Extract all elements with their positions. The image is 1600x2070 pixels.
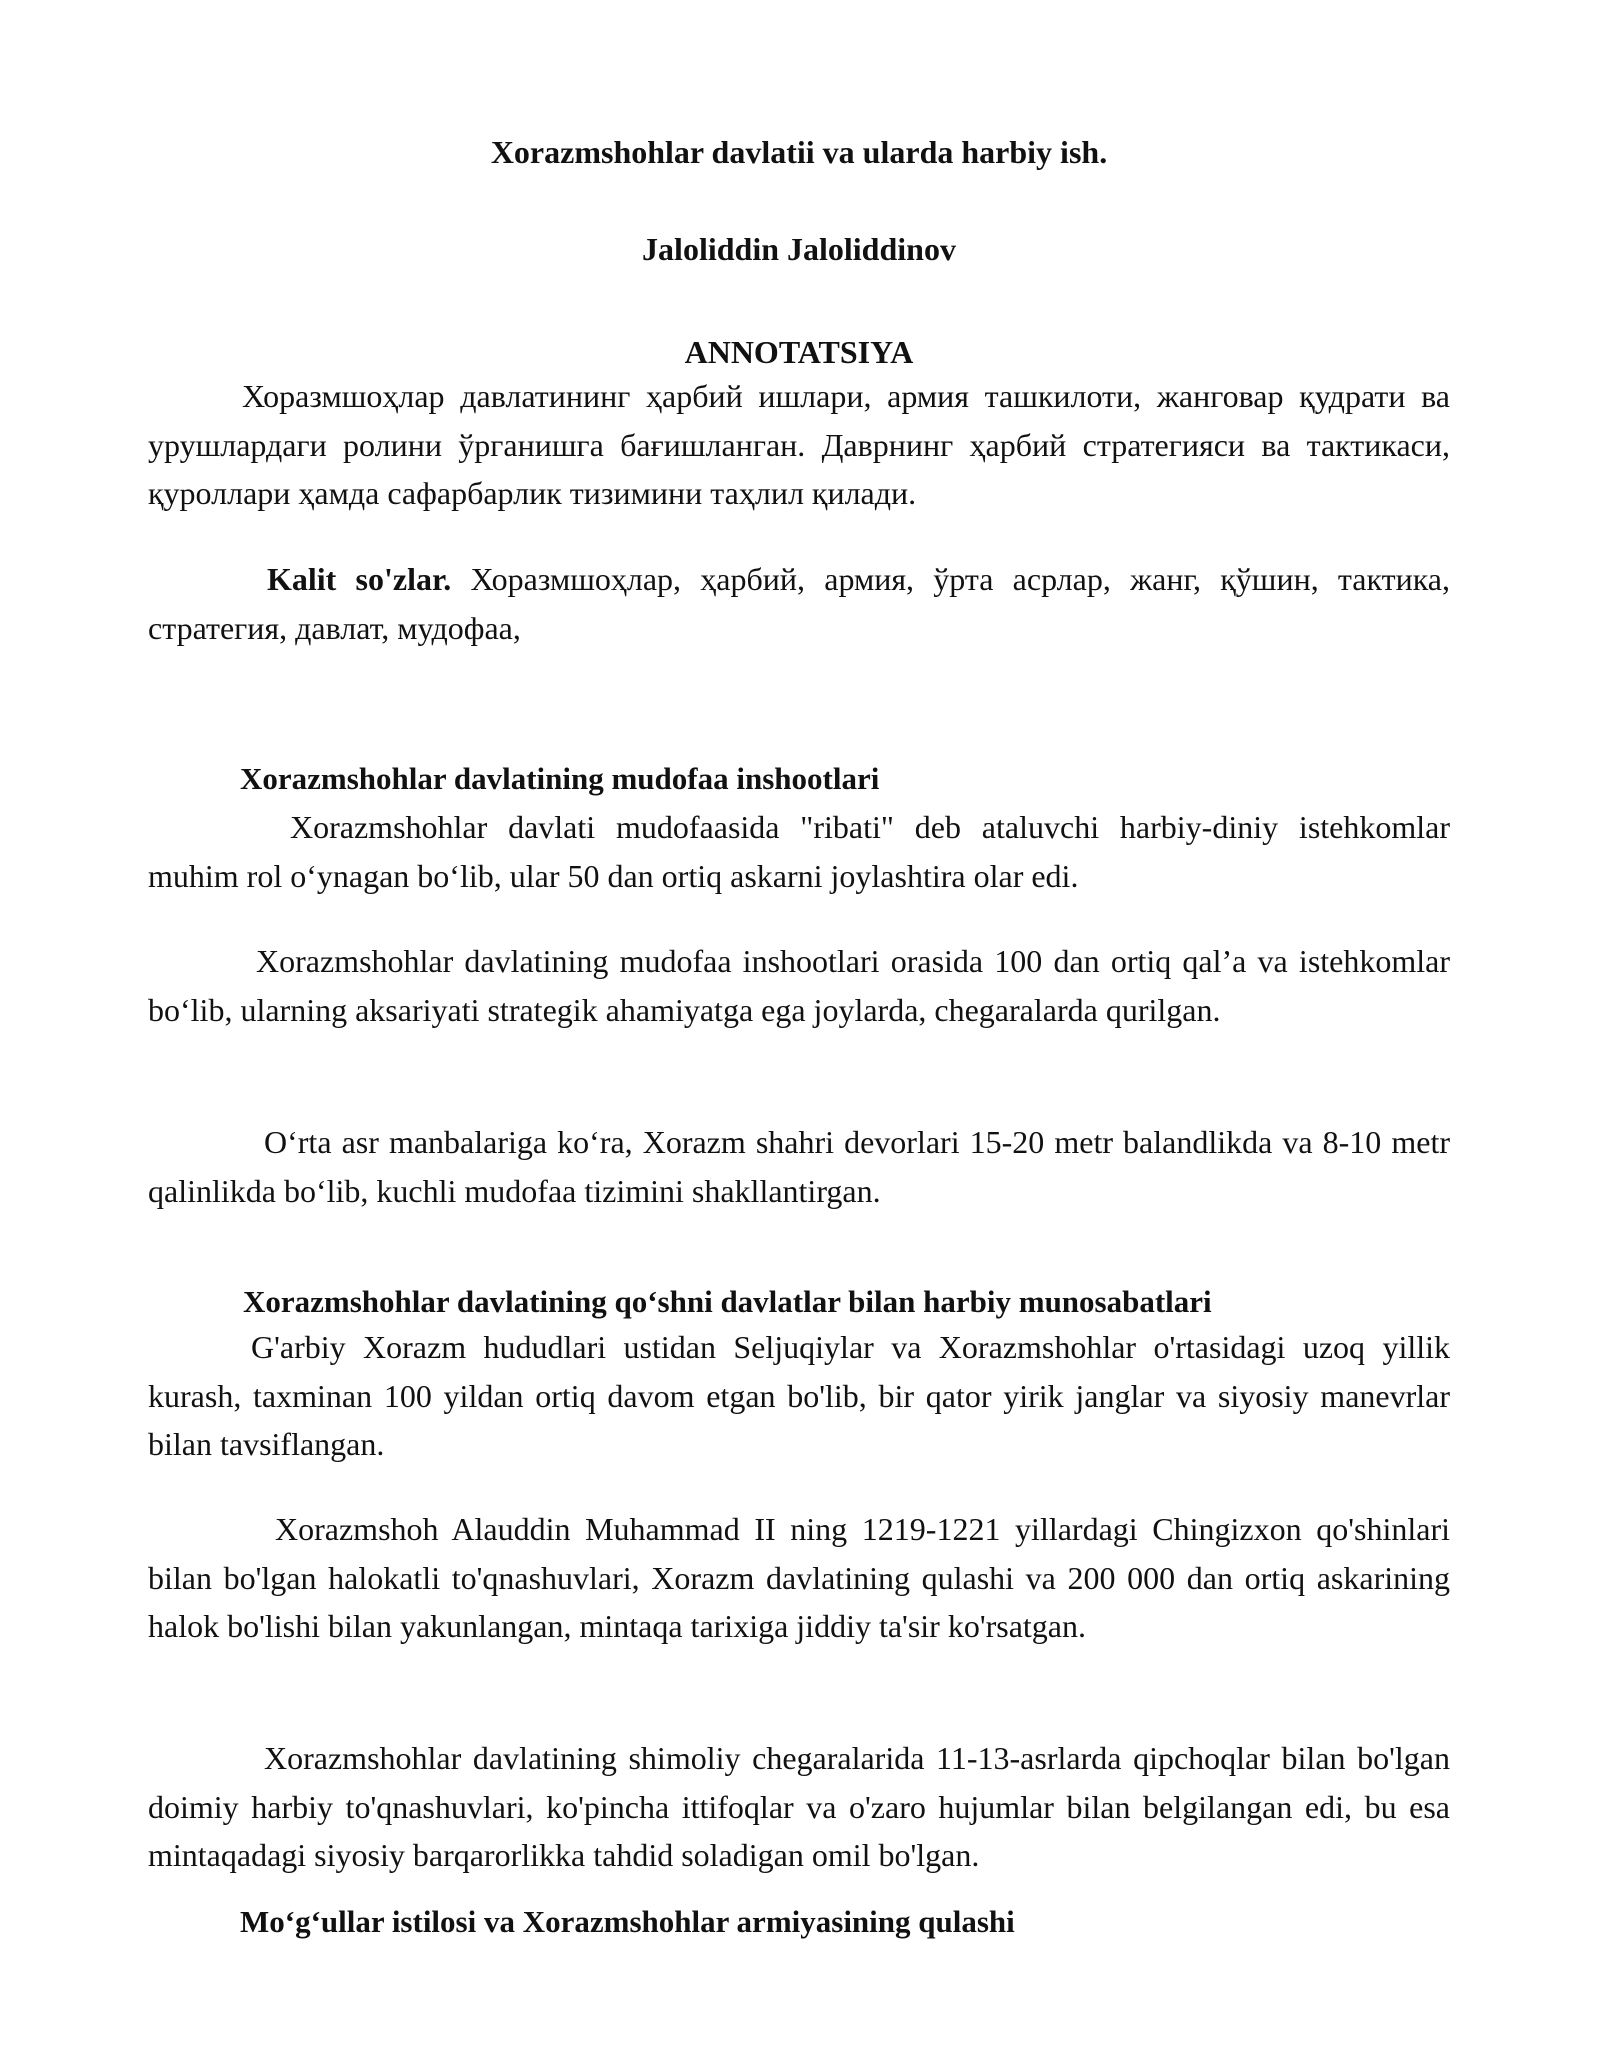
keywords-label: Kalit so'zlar.: [267, 561, 452, 597]
abstract-text: Хоразмшоҳлар давлатининг ҳарбий ишлари, армия ташкилоти, жанговар қудрати ва урушлардаги ролини ўрганишга бағишланган. Даврнинг ҳарбий стратегияси ва тактикаси, қуроллари ҳамда сафарбарлик тизимини таҳлил қилади.: [148, 378, 1450, 511]
section-heading: Xorazmshohlar davlatining qoʻshni davlatlar bilan harbiy munosabatlari: [243, 1284, 1212, 1319]
abstract-heading: ANNOTATSIYA: [684, 334, 914, 370]
section-paragraph: G'arbiy Xorazm hududlari ustidan Seljuqiylar va Xorazmshohlar o'rtasidagi uzoq yillik kurash, taxminan 100 yildan ortiq davom etgan bo'lib, bir qator yirik janglar va siyosiy manevrlar bilan tavsiflangan.: [148, 1329, 1450, 1462]
section-paragraph: Xorazmshohlar davlatining mudofaa inshootlari orasida 100 dan ortiq qalʼa va istehkomlar boʻlib, ularning aksariyati strategik ahamiyatga ega joylarda, chegaralarda qurilgan.: [148, 943, 1450, 1028]
document-title: Xorazmshohlar davlatii va ularda harbiy ish.: [490, 134, 1108, 170]
section-paragraph: Oʻrta asr manbalariga koʻra, Xorazm shahri devorlari 15-20 metr balandlikda va 8-10 metr qalinlikda boʻlib, kuchli mudofaa tizimini shakllantirgan.: [148, 1124, 1450, 1209]
section-heading: Moʻgʻullar istilosi va Xorazmshohlar armiyasining qulashi: [240, 1904, 1015, 1939]
keywords-paragraph: [148, 555, 1450, 652]
section-paragraph: Xorazmshohlar davlatining shimoliy chegaralarida 11-13-asrlarda qipchoqlar bilan bo'lgan doimiy harbiy to'qnashuvlari, ko'pincha ittifoqlar va o'zaro hujumlar bilan belgilangan edi, bu esa mintaqadagi siyosiy barqarorlikka tahdid soladigan omil bo'lgan.: [148, 1740, 1450, 1873]
section-paragraph: Xorazmshoh Alauddin Muhammad II ning 1219-1221 yillardagi Chingizxon qo'shinlari bilan bo'lgan halokatli to'qnashuvlari, Xorazm davlatining qulashi va 200 000 dan ortiq askarining halok bo'lishi bilan yakunlangan, mintaqa tarixiga jiddiy ta'sir ko'rsatgan.: [148, 1511, 1450, 1644]
keywords-text: Хоразмшоҳлар, ҳарбий, армия, ўрта асрлар, жанг, қўшин, тактика, стратегия, давлат, мудофаа,: [148, 561, 1451, 646]
author-name: Jaloliddin Jaloliddinov: [642, 231, 956, 267]
section-paragraph: Xorazmshohlar davlati mudofaasida "ribati" deb ataluvchi harbiy-diniy istehkomlar muhim rol oʻynagan boʻlib, ular 50 dan ortiq askarni joylashtira olar edi.: [148, 809, 1450, 894]
section-heading: Xorazmshohlar davlatining mudofaa inshootlari: [240, 761, 880, 796]
